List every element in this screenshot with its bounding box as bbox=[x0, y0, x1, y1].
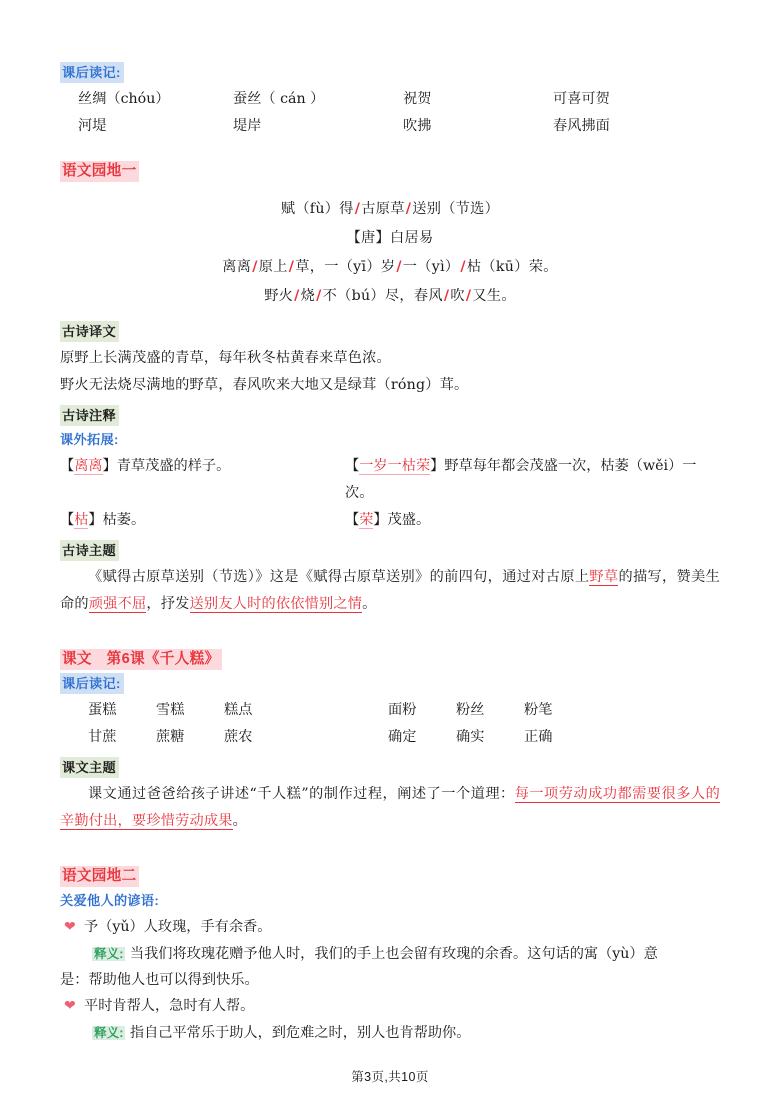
jieyi-text: 当我们将玫瑰花赠予他人时，我们的手上也会留有玫瑰的余香。这句话的寓（yù）意 bbox=[129, 946, 658, 962]
word-cell: 丝绸（chóu） bbox=[78, 91, 170, 107]
proverb-explanation bbox=[60, 941, 720, 967]
slash-mark: / bbox=[316, 288, 322, 304]
word-cell: 粉笔 bbox=[524, 702, 553, 718]
poem-seg: 野火 bbox=[264, 288, 294, 304]
bracket-close: 】 bbox=[102, 458, 117, 474]
word-cell: 正确 bbox=[524, 729, 553, 745]
word-cell: 糕点 bbox=[224, 702, 253, 718]
word-cell: 蚕丝（ cán ） bbox=[233, 91, 325, 107]
poem-seg: 吹 bbox=[450, 288, 465, 304]
kewen-6-heading: 课文 第6课《千人糕》 bbox=[60, 649, 222, 670]
poem-seg: 又生。 bbox=[472, 288, 516, 304]
kewen-6-kehou-duji-label-wrap bbox=[60, 673, 720, 694]
kehou-duji-label: 课后读记: bbox=[60, 62, 124, 83]
word-cell: 蛋糕 bbox=[88, 702, 117, 718]
gushi-zhushi-label: 古诗注释 bbox=[60, 405, 119, 426]
slash-mark: / bbox=[465, 288, 472, 304]
slash-mark: / bbox=[288, 259, 295, 275]
jieyi-text: 指自己平常乐于助人，到危难之时，别人也肯帮助你。 bbox=[129, 1025, 471, 1041]
poem-author: 【唐】白居易 bbox=[346, 230, 434, 246]
slash-mark: / bbox=[354, 201, 361, 217]
poem-seg: 原上 bbox=[258, 259, 288, 275]
annotation-text: 枯萎。 bbox=[102, 512, 146, 528]
poem-title-post: 送别（节选） bbox=[412, 201, 500, 217]
poem-seg: 离离 bbox=[222, 259, 252, 275]
theme-seg: ，抒发 bbox=[146, 596, 190, 612]
bracket-open: 【 bbox=[60, 458, 75, 474]
word-cell: 确实 bbox=[456, 729, 485, 745]
kewen-zhuti-label: 课文主题 bbox=[60, 757, 119, 778]
proverb-explanation-cont: 是：帮助他人也可以得到快乐。 bbox=[60, 972, 259, 988]
annotation-key: 枯 bbox=[74, 512, 89, 528]
annotation-item bbox=[60, 453, 345, 507]
translation-line: 原野上长满茂盛的青草，每年秋冬枯黄春来草色浓。 bbox=[60, 350, 391, 366]
spacer bbox=[60, 185, 720, 195]
spacer bbox=[60, 618, 720, 648]
annotation-key: 荣 bbox=[359, 512, 374, 528]
word-cell: 可喜可贺 bbox=[553, 91, 610, 107]
poem-seg: 枯（kū）荣。 bbox=[466, 259, 558, 275]
slash-mark: / bbox=[294, 288, 300, 304]
word-cell: 吹拂 bbox=[403, 118, 432, 134]
word-row bbox=[60, 86, 720, 113]
section-kehou-duji-top bbox=[60, 62, 720, 140]
theme-emphasis: 野草 bbox=[589, 569, 619, 585]
annotation-key: 一岁一枯荣 bbox=[359, 458, 431, 474]
theme-emphasis: 顽强不屈 bbox=[88, 596, 147, 612]
kewen-zhuti-paragraph bbox=[60, 781, 720, 835]
poem-seg: 不（bú）尽，春风 bbox=[322, 288, 443, 304]
word-cell: 堤岸 bbox=[233, 118, 262, 134]
word-cell: 蔗农 bbox=[224, 729, 253, 745]
kewen-6-heading-wrap bbox=[60, 648, 720, 670]
bracket-open: 【 bbox=[60, 512, 75, 528]
annotation-text: 野草每年都会茂盛一次，枯萎（wěi）一次。 bbox=[345, 458, 697, 501]
theme-emphasis: 每一项劳动成功都需要很多人的辛勤付出，要珍惜劳动成果 bbox=[60, 786, 720, 829]
word-row bbox=[60, 113, 720, 140]
theme-seg: 的描写，赞美生命的 bbox=[60, 569, 720, 612]
poem-title-mid: 古原草 bbox=[361, 201, 405, 217]
theme-seg: 。 bbox=[232, 813, 248, 829]
annotation-key: 离离 bbox=[74, 458, 103, 474]
slash-mark: / bbox=[460, 259, 466, 275]
poem-title bbox=[60, 195, 720, 224]
slash-mark: / bbox=[252, 259, 258, 275]
word-cell: 粉丝 bbox=[456, 702, 485, 718]
gushi-yiwen-label: 古诗译文 bbox=[60, 321, 119, 342]
spacer bbox=[60, 835, 720, 865]
kewai-tuozhan-label-wrap bbox=[60, 429, 720, 450]
annotation-text: 青草茂盛的样子。 bbox=[116, 458, 231, 474]
gushi-zhushi-label-wrap bbox=[60, 405, 720, 426]
annotation-item bbox=[345, 507, 720, 534]
spacer bbox=[60, 311, 720, 321]
bracket-close: 】 bbox=[373, 512, 388, 528]
section-yuwen-yuandi-2 bbox=[60, 865, 720, 1046]
proverb-item bbox=[60, 914, 720, 941]
gushi-yiwen-label-wrap bbox=[60, 321, 720, 342]
poem-line-2 bbox=[60, 282, 720, 311]
bracket-close: 】 bbox=[430, 458, 445, 474]
theme-emphasis: 送别友人时的依依惜别之情 bbox=[189, 596, 363, 612]
kehou-duji-label-wrap bbox=[60, 62, 720, 83]
bracket-close: 】 bbox=[88, 512, 103, 528]
jieyi-label: 释义: bbox=[94, 947, 124, 961]
jieyi-label: 释义: bbox=[94, 1026, 124, 1040]
annotation-row bbox=[60, 507, 720, 534]
word-cell: 蔗糖 bbox=[156, 729, 185, 745]
poem-title-pre: 赋（fù）得 bbox=[280, 201, 354, 217]
proverb-explanation bbox=[60, 1020, 720, 1046]
section-yuwen-yuandi-1 bbox=[60, 160, 720, 618]
kewai-tuozhan-label: 课外拓展: bbox=[60, 432, 119, 447]
bracket-open: 【 bbox=[345, 458, 360, 474]
yuwen-yuandi-1-heading: 语文园地一 bbox=[60, 161, 139, 182]
translation-line: 野火无法烧尽满地的野草，春风吹来大地又是绿茸（róng）茸。 bbox=[60, 377, 469, 393]
guanai-taren-label: 关爱他人的谚语: bbox=[60, 893, 160, 908]
yuwen-yuandi-2-heading-wrap bbox=[60, 865, 720, 887]
annotation-row bbox=[60, 453, 720, 507]
gushi-zhuti-paragraph bbox=[60, 564, 720, 618]
word-cell: 雪糕 bbox=[156, 702, 185, 718]
annotation-text: 茂盛。 bbox=[387, 512, 431, 528]
theme-seg: 《赋得古原草送别（节选）》这是《赋得古原草送别》的前四句，通过对古原上 bbox=[88, 569, 590, 585]
word-cell: 确定 bbox=[388, 729, 417, 745]
bracket-open: 【 bbox=[345, 512, 360, 528]
proverb-text: 平时肯帮人，急时有人帮。 bbox=[84, 998, 255, 1014]
poem-seg: 一（yì） bbox=[402, 259, 460, 275]
yuwen-yuandi-1-heading-wrap bbox=[60, 160, 720, 182]
poem-block bbox=[60, 195, 720, 311]
heart-icon: ❤ bbox=[64, 919, 76, 935]
slash-mark: / bbox=[405, 201, 412, 217]
proverb-text: 予（yǔ）人玫瑰，手有余香。 bbox=[84, 919, 272, 935]
annotation-item bbox=[60, 507, 345, 534]
word-cell: 春风拂面 bbox=[553, 118, 610, 134]
word-cell: 河堤 bbox=[78, 118, 107, 134]
slash-mark: / bbox=[396, 259, 402, 275]
gushi-zhuti-label: 古诗主题 bbox=[60, 540, 119, 561]
word-row bbox=[60, 697, 720, 724]
annotation-item bbox=[345, 453, 720, 507]
heart-icon: ❤ bbox=[64, 998, 76, 1014]
gushi-zhuti-label-wrap bbox=[60, 540, 720, 561]
theme-seg: 。 bbox=[362, 596, 377, 612]
page-footer: 第3页,共10页 bbox=[351, 1070, 429, 1084]
word-cell: 面粉 bbox=[388, 702, 417, 718]
yuwen-yuandi-2-heading: 语文园地二 bbox=[60, 866, 139, 887]
section-kewen-6 bbox=[60, 648, 720, 835]
spacer bbox=[60, 140, 720, 160]
kehou-duji-label: 课后读记: bbox=[60, 673, 124, 694]
poem-line-1 bbox=[60, 253, 720, 282]
proverb-item bbox=[60, 993, 720, 1020]
poem-seg: 草，一（yī）岁 bbox=[295, 259, 396, 275]
theme-seg: 课文通过爸爸给孩子讲述“千人糕”的制作过程，阐述了一个道理： bbox=[88, 786, 515, 802]
word-row bbox=[60, 724, 720, 751]
guanai-taren-label-wrap bbox=[60, 890, 720, 911]
slash-mark: / bbox=[443, 288, 450, 304]
poem-seg: 烧 bbox=[300, 288, 316, 304]
kewen-zhuti-label-wrap bbox=[60, 757, 720, 778]
word-cell: 甘蔗 bbox=[88, 729, 117, 745]
word-cell: 祝贺 bbox=[403, 91, 432, 107]
